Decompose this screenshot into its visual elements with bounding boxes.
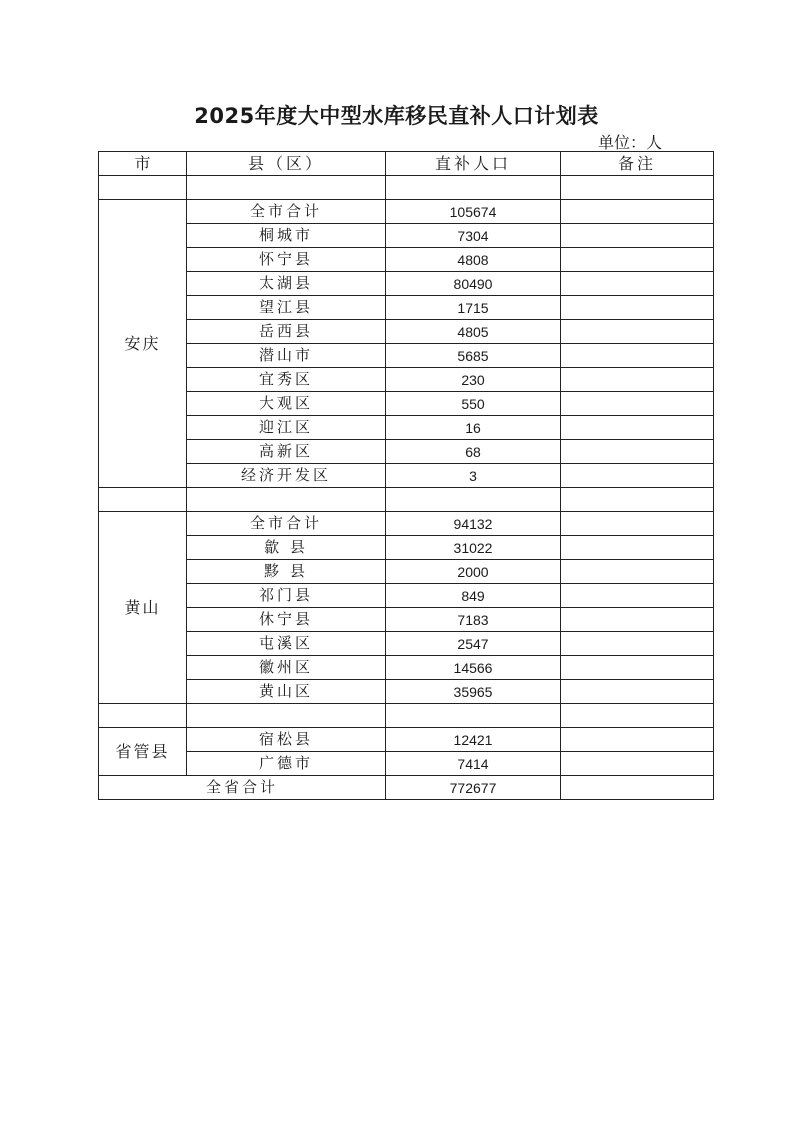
table-row [99, 392, 714, 416]
blank-cell [187, 704, 386, 728]
remark-cell [561, 632, 714, 656]
remark-cell [561, 368, 714, 392]
remark-cell [561, 320, 714, 344]
table-row [99, 560, 714, 584]
table-row [99, 656, 714, 680]
table-row [99, 344, 714, 368]
county-cell: 黄山区 [187, 680, 386, 704]
remark-cell [561, 512, 714, 536]
unit-label: 单位：人 [598, 133, 663, 152]
blank-cell [99, 176, 187, 200]
table-row [99, 512, 714, 536]
remark-cell [561, 584, 714, 608]
population-cell: 7304 [386, 224, 561, 248]
remark-cell [561, 560, 714, 584]
population-cell: 14566 [386, 656, 561, 680]
population-cell: 12421 [386, 728, 561, 752]
remark-cell [561, 392, 714, 416]
population-cell: 4808 [386, 248, 561, 272]
remark-cell [561, 464, 714, 488]
table-row [99, 224, 714, 248]
table-row [99, 320, 714, 344]
remark-cell [561, 752, 714, 776]
county-cell: 桐城市 [187, 224, 386, 248]
blank-cell [561, 176, 714, 200]
population-cell: 68 [386, 440, 561, 464]
page-title: 2025年度大中型水库移民直补人口计划表 [194, 104, 599, 128]
blank-row [99, 704, 714, 728]
county-cell: 大观区 [187, 392, 386, 416]
blank-cell [99, 488, 187, 512]
remark-cell [561, 440, 714, 464]
table-row [99, 368, 714, 392]
table-row [99, 632, 714, 656]
header-remark: 备注 [561, 152, 714, 176]
remark-cell [561, 536, 714, 560]
blank-cell [386, 488, 561, 512]
county-cell: 经济开发区 [187, 464, 386, 488]
table-row [99, 584, 714, 608]
population-cell: 3 [386, 464, 561, 488]
city-cell-anqing: 安庆 [99, 200, 187, 488]
blank-cell [561, 488, 714, 512]
table-row [99, 416, 714, 440]
population-cell: 7183 [386, 608, 561, 632]
table-row [99, 752, 714, 776]
remark-cell [561, 416, 714, 440]
population-cell: 7414 [386, 752, 561, 776]
total-row [99, 776, 714, 800]
remark-cell [561, 344, 714, 368]
population-cell: 31022 [386, 536, 561, 560]
county-cell: 徽州区 [187, 656, 386, 680]
county-cell: 屯溪区 [187, 632, 386, 656]
population-cell: 2000 [386, 560, 561, 584]
county-cell: 迎江区 [187, 416, 386, 440]
blank-cell [99, 704, 187, 728]
county-cell: 潜山市 [187, 344, 386, 368]
county-cell: 宿松县 [187, 728, 386, 752]
remark-cell [561, 200, 714, 224]
remark-cell [561, 728, 714, 752]
blank-cell [187, 176, 386, 200]
county-cell: 全市合计 [187, 512, 386, 536]
population-cell: 4805 [386, 320, 561, 344]
table-row [99, 272, 714, 296]
population-cell: 16 [386, 416, 561, 440]
table-row [99, 680, 714, 704]
county-cell: 怀宁县 [187, 248, 386, 272]
blank-cell [386, 704, 561, 728]
county-cell: 望江县 [187, 296, 386, 320]
remark-cell [561, 776, 714, 800]
county-cell: 歙 县 [187, 536, 386, 560]
population-cell: 80490 [386, 272, 561, 296]
blank-row [99, 488, 714, 512]
table-row [99, 200, 714, 224]
population-cell: 230 [386, 368, 561, 392]
population-cell: 35965 [386, 680, 561, 704]
remark-cell [561, 224, 714, 248]
blank-cell [561, 704, 714, 728]
header-city: 市 [99, 152, 187, 176]
population-cell: 2547 [386, 632, 561, 656]
remark-cell [561, 656, 714, 680]
table-row [99, 728, 714, 752]
county-cell: 广德市 [187, 752, 386, 776]
population-cell: 849 [386, 584, 561, 608]
table-header-row [99, 152, 714, 176]
population-cell: 550 [386, 392, 561, 416]
city-cell-huangshan: 黄山 [99, 512, 187, 704]
table-row [99, 248, 714, 272]
remark-cell [561, 296, 714, 320]
county-cell: 休宁县 [187, 608, 386, 632]
county-cell: 太湖县 [187, 272, 386, 296]
county-cell: 祁门县 [187, 584, 386, 608]
table-row [99, 608, 714, 632]
remark-cell [561, 272, 714, 296]
remark-cell [561, 680, 714, 704]
population-cell: 1715 [386, 296, 561, 320]
remark-cell [561, 248, 714, 272]
population-cell: 94132 [386, 512, 561, 536]
table-row [99, 440, 714, 464]
blank-row [99, 176, 714, 200]
header-population: 直补人口 [386, 152, 561, 176]
total-label-cell: 全省合计 [99, 776, 386, 800]
county-cell: 宜秀区 [187, 368, 386, 392]
table-row [99, 464, 714, 488]
blank-cell [187, 488, 386, 512]
remark-cell [561, 608, 714, 632]
header-county: 县（区） [187, 152, 386, 176]
population-plan-table [98, 151, 714, 800]
city-cell-provincial: 省管县 [99, 728, 187, 776]
table-row [99, 296, 714, 320]
total-population-cell: 772677 [386, 776, 561, 800]
table-row [99, 536, 714, 560]
population-cell: 5685 [386, 344, 561, 368]
population-cell: 105674 [386, 200, 561, 224]
county-cell: 黟 县 [187, 560, 386, 584]
county-cell: 高新区 [187, 440, 386, 464]
blank-cell [386, 176, 561, 200]
county-cell: 全市合计 [187, 200, 386, 224]
county-cell: 岳西县 [187, 320, 386, 344]
